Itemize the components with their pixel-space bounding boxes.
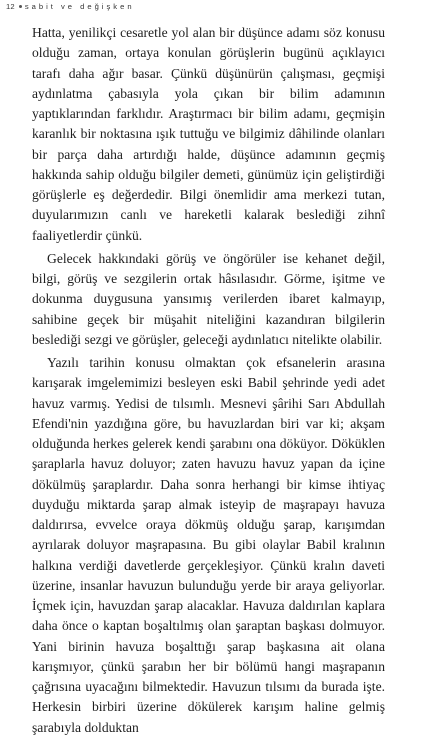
running-head bbox=[6, 2, 135, 12]
page-number: 12 bbox=[6, 2, 15, 11]
paragraph-1: Hatta, yenilikçi cesaretle yol alan bir düşünce adamı söz konusu olduğu zaman, ortaya konulan görüşlerin bugünü açıklayıcı tarafı daha ağır basar. Çünkü düşünürün çalışması, geçmişi aydınlatma çabasıyla yola çıkan bir bilim adamının yaptıklarından farklıdır. Araştırmacı bir bilim adamı, geçmişin karanlık bir noktasına ışık tuttuğu ve bilgimiz dâhilinde olanları bir parça daha artırdığı halde, düşünce adamının geçmiş hakkında sahip olduğu bilgiler demeti, günümüz için geliştirdiği görüşlerle eş değerdedir. Bilgi önemlidir ama merkezi tutan, duyularımızın canlı ve hareketli kalarak beslediği zihnî faaliyetlerdir çünkü. bbox=[32, 25, 385, 243]
bullet-separator-icon bbox=[19, 5, 22, 8]
book-title: sabit ve değişken bbox=[24, 2, 135, 11]
body-text bbox=[32, 23, 385, 738]
paragraph-2: Gelecek hakkındaki görüş ve öngörüler ise kehanet değil, bilgi, görüş ve sezgilerin ortak hâsılasıdır. Görme, işitme ve dokunma duygusuna yansımış verilerden ibaret kalmayıp, sahibine geçek bir müşahit niteliğini kazandıran bilgilerin beslediği sezgi ve görüşler, geleceği aydınlatıcı nitelikte olabilir. bbox=[32, 250, 385, 347]
paragraph-3: Yazılı tarihin konusu olmaktan çok efsanelerin arasına karışarak imgelemimizi besleyen eski Babil şehrinde yedi adet havuz varmış. Yedisi de tılsımlı. Mesnevi şârihi Sarı Abdullah Efendi'nin yazdığına göre, bu havuzlardan biri var ki; akşam olduğunda herkes gelerek kendi şarabını ona döküyor. Döküklen şaraplarla havuz doluyor; zaten havuzu havuz yapan da içine dökülmüş şaraplardır. Daha sonra herhangi bir kimse ihtiyaç duyduğu miktarda şarap almak isteyip de maşrapayı havuza daldırırsa, evvelce oraya dökmüş olduğu şarap, karışımdan ayrılarak doluyor maşrapasına. Bu gibi olaylar Babil kralının halkına verdiği davetlerde gerçekleşiyor. Çünkü kralın daveti üzerine, insanlar havuzun bulunduğu yerde bir araya geliyorlar. İçmek için, havuzdan şarap alacaklar. Havuza daldırılan kaplara daha önce o kaptan boşaltılmış olan şaraptan başkası dolmuyor. Yani birinin havuza boşalttığı şarap başkasına ait olana karışmıyor, çünkü şarabın her bir bölümü hangi maşrapanın çağrısına uyacağını bilmektedir. Havuzun tılsımı da burada işte. Herkesin birbiri üzerine dökülerek karışım haline gelmiş şarabıyla dolduktan bbox=[32, 355, 385, 735]
